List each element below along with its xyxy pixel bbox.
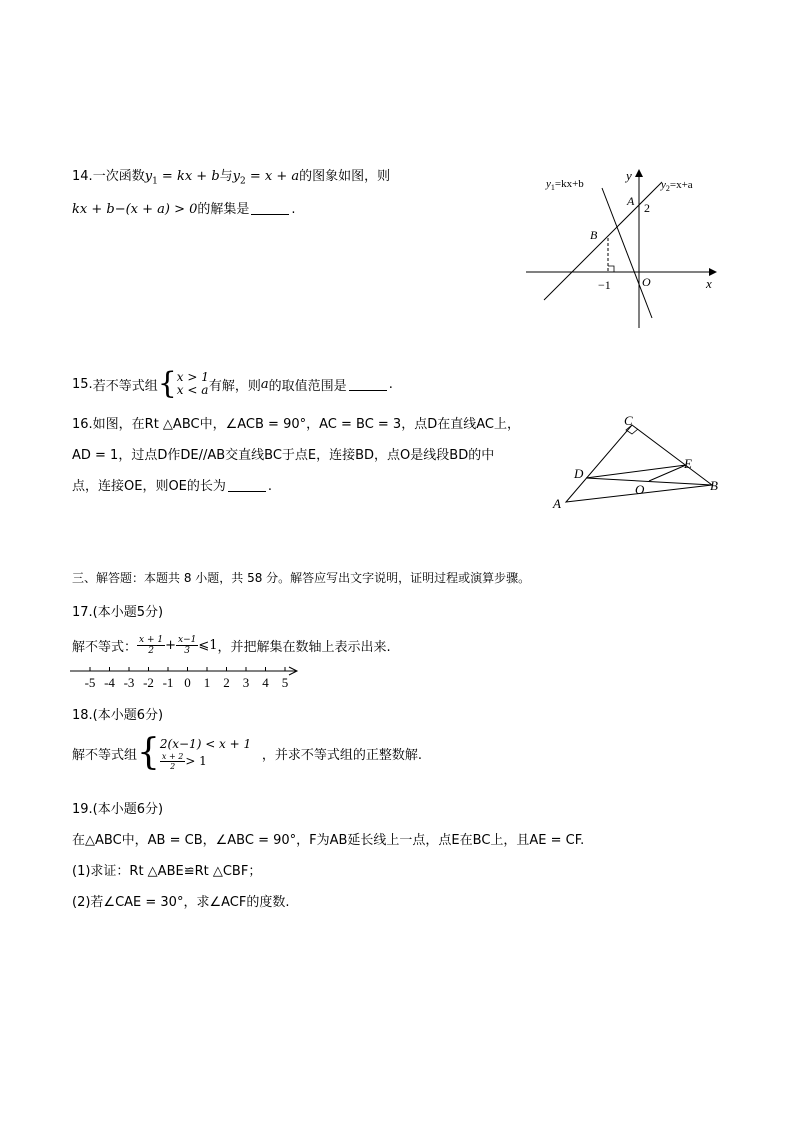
q14-eq1: = kx + b — [157, 169, 220, 184]
origin-O: O — [642, 275, 651, 289]
point-A: A — [627, 194, 635, 208]
q16-end: . — [267, 479, 273, 494]
number-line-label: 2 — [223, 675, 230, 690]
q15-system — [177, 371, 209, 397]
q14-y2: y — [232, 169, 241, 184]
number-line-label: 4 — [262, 675, 269, 690]
q16-line3-text: 点，连接OE，则OE的长为 — [72, 479, 226, 494]
q18-system — [160, 736, 262, 771]
label-two: 2 — [644, 201, 650, 215]
point-C: C — [624, 413, 633, 428]
segment-DB — [586, 478, 712, 485]
q15-number: 15. — [72, 376, 93, 392]
number-line-label: 1 — [203, 675, 211, 690]
figure-14-graph — [520, 160, 730, 335]
q15-answer-blank[interactable] — [349, 378, 387, 391]
y-axis-label: y — [626, 168, 632, 183]
q15-text2: 有解，则 — [208, 378, 261, 394]
number-line-label: -3 — [123, 675, 135, 690]
q14-end: . — [291, 202, 296, 217]
q17-f2-num: x−1 — [178, 634, 197, 645]
q19-part2: (2)若∠CAE = 30°，求∠ACF的度数. — [72, 895, 290, 910]
q15-line1: x > 1 — [176, 370, 209, 384]
q14-text2: 与 — [219, 169, 233, 184]
q15-text1: 若不等式组 — [92, 378, 158, 394]
point-B: B — [590, 228, 598, 242]
q14-text3: 的图象如图，则 — [299, 169, 391, 184]
q18-fraction — [160, 752, 185, 771]
number-line-label: -2 — [143, 675, 154, 690]
q16-line1: 16.如图，在Rt △ABC中，∠ACB = 90°，AC = BC = 3，点D在直线AC上， — [72, 417, 520, 432]
q17-le: ⩽1 — [198, 637, 218, 653]
q17-plus: + — [165, 637, 176, 653]
q14-answer-blank[interactable] — [251, 202, 289, 215]
q17-text2: ，并把解集在数轴上表示出来. — [217, 639, 391, 655]
label-y2: $y_2=x+a$ — [661, 179, 693, 193]
number-line-label: -4 — [104, 675, 115, 690]
number-line-label: -1 — [162, 675, 174, 690]
q14-text4: 的解集是 — [197, 202, 250, 217]
q18-text1: 解不等式组 — [72, 747, 138, 763]
q17-text1: 解不等式： — [72, 639, 138, 655]
q15-text3: 的取值范围是 — [268, 378, 347, 394]
q17-line — [72, 632, 391, 658]
q18-line1: 2(x−1) < x + 1 — [159, 736, 252, 751]
number-line — [68, 662, 303, 692]
q18-brace: { — [137, 732, 160, 773]
q14-y1: y — [144, 169, 153, 184]
q14-sub2: 2 — [240, 176, 246, 187]
q16-answer-blank[interactable] — [228, 479, 266, 492]
number-line-label: -5 — [84, 675, 96, 690]
q18-line2 — [160, 752, 262, 771]
q14-sub1: 1 — [152, 176, 158, 187]
point-A: A — [553, 496, 561, 511]
q16-line3 — [72, 475, 272, 494]
point-O: O — [635, 482, 645, 497]
q17-fraction2 — [176, 635, 198, 656]
q19-statement: 在△ABC中，AB = CB，∠ABC = 90°，F为AB延长线上一点，点E在BC上，且AE = CF. — [72, 833, 585, 848]
q14-eq2: = x + a — [245, 169, 300, 184]
q17-heading: 17.(本小题5分) — [72, 605, 164, 620]
section-3-header: 三、解答题：本题共 8 小题，共 58 分。解答应写出文字说明，证明过程或演算步骤。 — [72, 571, 531, 585]
q15-line2: x < a — [176, 383, 209, 397]
q19-part1: (1)求证：Rt △ABE≌Rt △CBF； — [72, 864, 262, 879]
q18-heading: 18.(本小题6分) — [72, 708, 164, 723]
q17-f2-den: 3 — [184, 645, 191, 656]
point-E: E — [684, 456, 692, 471]
q18-line2-rest: > 1 — [185, 754, 207, 768]
q14-number: 14. — [72, 169, 93, 184]
x-axis-label: x — [706, 276, 712, 291]
q18-f-den: 2 — [170, 761, 176, 771]
point-B: B — [710, 478, 718, 493]
q14-text1: 一次函数 — [92, 169, 145, 184]
q14-expression: kx + b−(x + a) > 0 — [72, 202, 198, 217]
label-y1: $y_1=kx+b$ — [546, 178, 584, 192]
q15-a: a — [260, 376, 269, 392]
q15-line — [72, 367, 393, 401]
q18-line — [72, 733, 422, 773]
q14-line1 — [72, 165, 390, 187]
q18-text2: ，并求不等式组的正整数解. — [261, 747, 423, 763]
q16-line2: AD = 1，过点D作DE//AB交直线BC于点E，连接BD，点O是线段BD的中 — [72, 448, 495, 463]
q17-fraction1 — [137, 635, 165, 656]
number-line-label: 0 — [184, 675, 191, 690]
label-neg1: −1 — [598, 278, 611, 292]
right-angle-mark — [608, 266, 614, 272]
figure-16-triangle — [548, 410, 728, 515]
q15-brace: { — [157, 366, 177, 401]
q17-f1-num: x + 1 — [139, 634, 164, 645]
number-line-label: 5 — [281, 675, 289, 690]
q18-f-num: x + 2 — [161, 751, 184, 761]
q19-heading: 19.(本小题6分) — [72, 802, 164, 817]
q17-f1-den: 2 — [148, 645, 154, 656]
point-D: D — [574, 466, 584, 481]
number-line-label: 3 — [242, 675, 250, 690]
q14-line2 — [72, 198, 296, 217]
q15-end: . — [388, 376, 393, 392]
